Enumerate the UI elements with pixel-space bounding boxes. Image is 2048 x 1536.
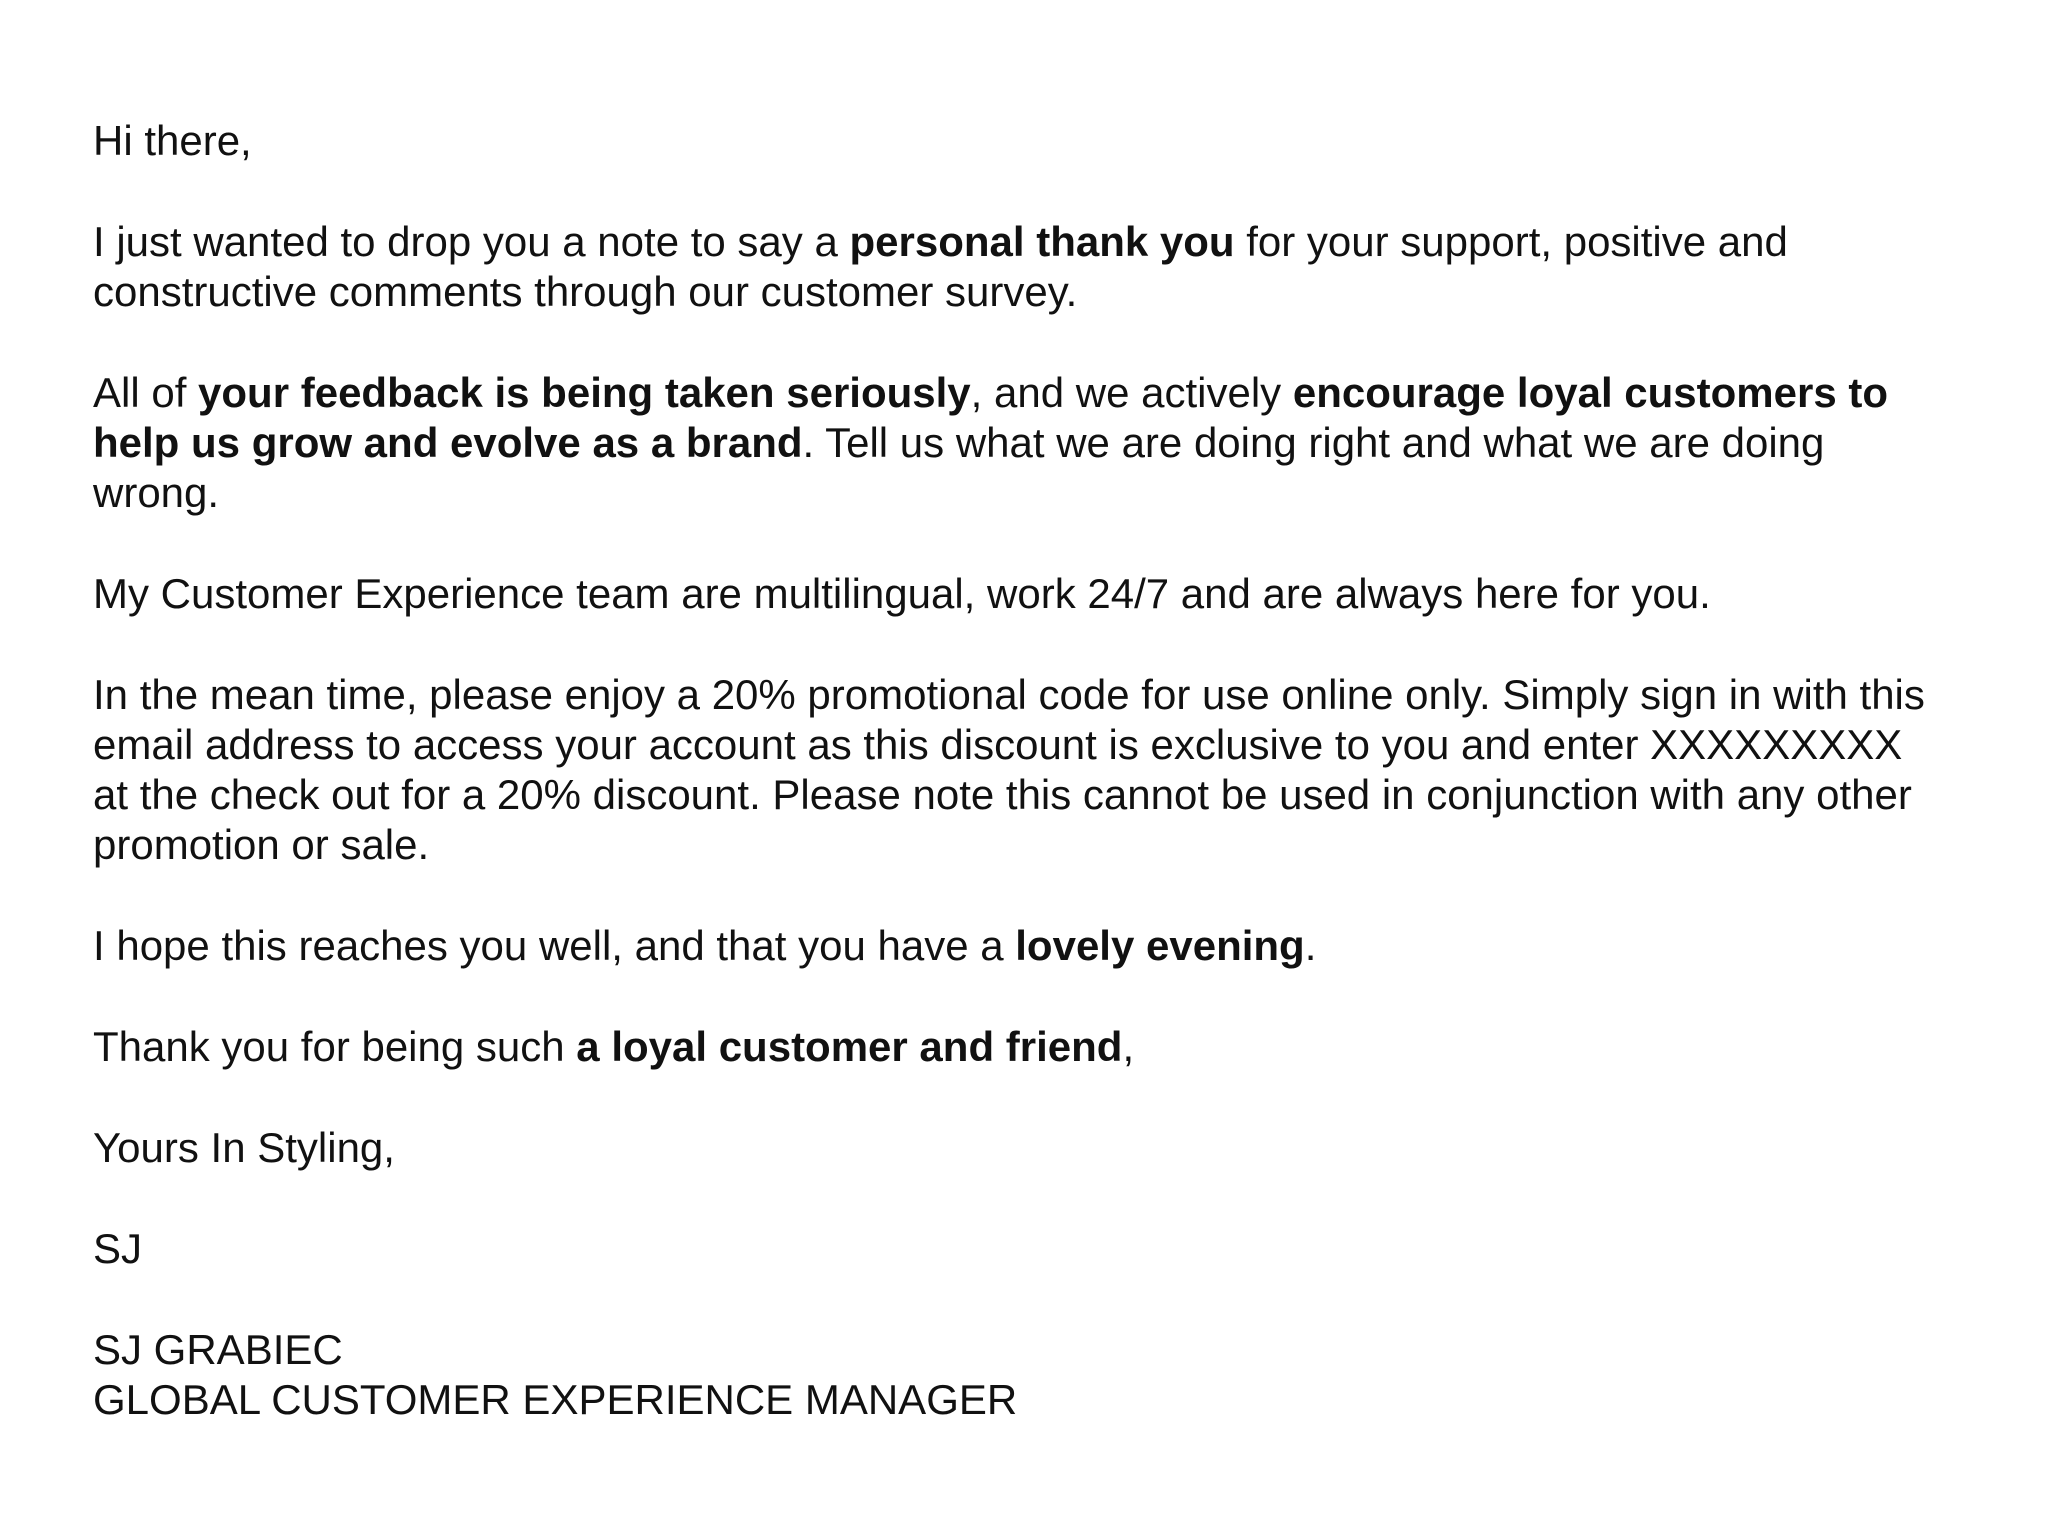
initials xyxy=(93,1224,1993,1274)
thank-you-emphasis: personal thank you xyxy=(849,218,1235,265)
feedback-text-f: . Tell us what we are doing right and what we are doing xyxy=(802,419,1825,466)
closing-text: Yours In Styling, xyxy=(93,1124,395,1171)
gratitude-line xyxy=(93,1022,1993,1072)
thank-you-line-2: constructive comments through our customer survey. xyxy=(93,268,1078,315)
wishes-line xyxy=(93,921,1993,971)
feedback-emphasis-1: your feedback is being taken seriously xyxy=(198,369,971,416)
feedback-text-a: All of xyxy=(93,369,199,416)
feedback-line-2 xyxy=(93,418,1993,468)
gratitude-text-a: Thank you for being such xyxy=(93,1023,577,1070)
signature-block xyxy=(93,1325,1993,1425)
feedback-paragraph xyxy=(93,368,1993,518)
wishes-paragraph xyxy=(93,921,1993,971)
promo-line-1: In the mean time, please enjoy a 20% promotional code for use online only. Simply sign in with this xyxy=(93,671,1925,718)
thank-you-text-c: for your support, positive and xyxy=(1234,218,1788,265)
thank-you-text-a: I just wanted to drop you a note to say a xyxy=(93,218,850,265)
signature-name: SJ GRABIEC xyxy=(93,1326,343,1373)
feedback-text-c: , and we actively xyxy=(970,369,1293,416)
promo-line-4: promotion or sale. xyxy=(93,821,430,868)
feedback-line-1 xyxy=(93,368,1993,418)
wishes-text-c: . xyxy=(1304,922,1317,969)
signature-title: GLOBAL CUSTOMER EXPERIENCE MANAGER xyxy=(93,1376,1018,1423)
closing xyxy=(93,1123,1993,1173)
feedback-line-3: wrong. xyxy=(93,469,220,516)
promo-line-2: email address to access your account as this discount is exclusive to you and enter XXXXXXXXX xyxy=(93,721,1903,768)
greeting xyxy=(93,116,1993,166)
team-paragraph xyxy=(93,569,1993,619)
letter-body xyxy=(93,116,1993,1425)
feedback-emphasis-2: encourage loyal customers to xyxy=(1292,369,1889,416)
team-line: My Customer Experience team are multilingual, work 24/7 and are always here for you. xyxy=(93,570,1711,617)
gratitude-emphasis: a loyal customer and friend xyxy=(576,1023,1123,1070)
wishes-text-a: I hope this reaches you well, and that you have a xyxy=(93,922,1016,969)
thank-you-paragraph xyxy=(93,217,1993,317)
gratitude-paragraph xyxy=(93,1022,1993,1072)
gratitude-text-c: , xyxy=(1122,1023,1135,1070)
greeting-text: Hi there, xyxy=(93,117,252,164)
feedback-emphasis-3: help us grow and evolve as a brand xyxy=(93,419,803,466)
promo-paragraph xyxy=(93,670,1993,870)
thank-you-line-1 xyxy=(93,217,1993,267)
promo-line-3: at the check out for a 20% discount. Please note this cannot be used in conjunction with any other xyxy=(93,771,1912,818)
initials-text: SJ xyxy=(93,1225,143,1272)
wishes-emphasis: lovely evening xyxy=(1015,922,1305,969)
